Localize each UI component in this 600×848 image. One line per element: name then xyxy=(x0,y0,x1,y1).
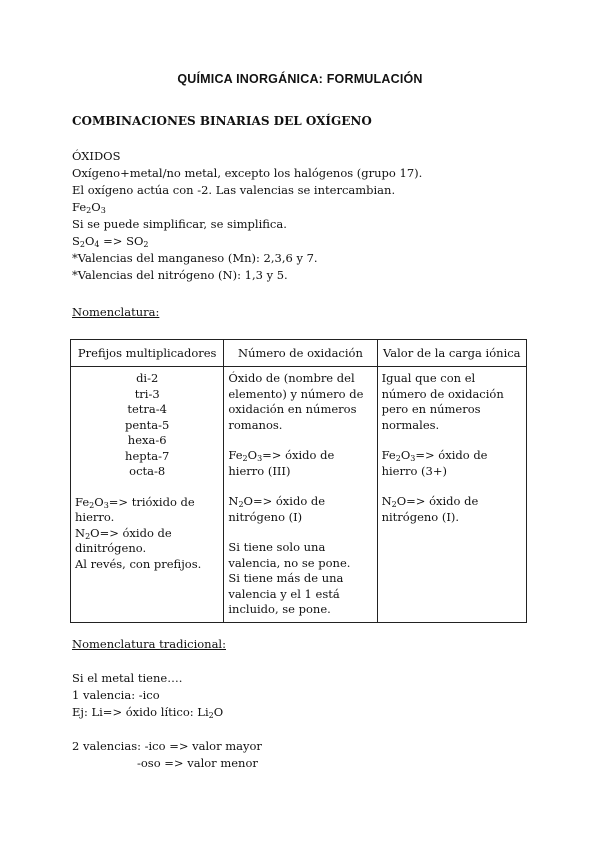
cell-prefixes xyxy=(71,367,224,623)
oxidation-intro: Óxido de (nombre del elemento) y número de oxidación en números romanos. xyxy=(228,371,364,432)
oxidation-example-1: $Fe_2O_3=>$ óxido de hierro (III) xyxy=(228,448,335,478)
traditional-line-2: 1 valencia: -ico xyxy=(72,688,160,702)
oxides-line-4: Si se puede simplificar, se simplifica. xyxy=(72,217,287,231)
charge-intro: Igual que con el número de oxidación pero en números normales. xyxy=(381,371,504,432)
cell-ionic-charge xyxy=(377,367,526,623)
prefix-item: tetra-4 xyxy=(127,402,167,416)
page-title: QUÍMICA INORGÁNICA: FORMULACIÓN xyxy=(177,72,423,86)
oxides-block xyxy=(72,148,422,284)
oxidation-note-2: Si tiene más de una valencia y el 1 está incluido, se pone. xyxy=(228,571,344,616)
prefix-example-2: $N_2O=>$ óxido de dinitrógeno. xyxy=(75,525,172,555)
prefix-item: tri-3 xyxy=(134,386,160,401)
table-body-row xyxy=(71,367,527,623)
traditional-line-4: 2 valencias: -ico => valor mayor xyxy=(72,739,262,753)
oxides-line-6: *Valencias del manganeso (Mn): 2,3,6 y 7. xyxy=(72,251,318,265)
traditional-line-1: Si el metal tiene…. xyxy=(72,671,183,685)
oxides-line-2: El oxígeno actúa con -2. Las valencias se intercambian. xyxy=(72,183,396,197)
prefix-example-1: $Fe_2O_3=>$ trióxido de hierro. xyxy=(75,494,195,524)
oxidation-note-1: Si tiene solo una valencia, no se pone. xyxy=(228,540,351,570)
oxidation-example-2: $N_2O=>$ óxido de nitrógeno (I) xyxy=(228,494,326,524)
traditional-line-3: Ej: Li=> óxido lítico: $Li_2O$ xyxy=(72,705,224,720)
oxides-line-1: Oxígeno+metal/no metal, excepto los halógenos (grupo 17). xyxy=(72,166,423,180)
charge-example-2: $N_2O=>$ óxido de nitrógeno (I). xyxy=(381,494,479,524)
formula-fe2o3: $Fe_2O_3$ xyxy=(72,200,106,215)
traditional-line-5: -oso => valor menor xyxy=(137,756,258,770)
oxides-heading: ÓXIDOS xyxy=(72,149,121,163)
prefix-item: di-2 xyxy=(136,371,159,385)
nomenclature-heading: Nomenclatura: xyxy=(72,305,160,319)
formula-s2o4: $S_2O_4 => SO_2$ xyxy=(72,234,149,249)
traditional-heading: Nomenclatura tradicional: xyxy=(72,637,226,651)
table-header-row xyxy=(71,340,527,367)
oxides-line-7: *Valencias del nitrógeno (N): 1,3 y 5. xyxy=(72,268,288,282)
header-ionic-charge: Valor de la carga iónica xyxy=(377,340,526,367)
charge-example-1: $Fe_2O_3=>$ óxido de hierro (3+) xyxy=(381,448,488,478)
prefix-note: Al revés, con prefijos. xyxy=(75,556,202,571)
header-oxidation-number: Número de oxidación xyxy=(224,340,377,367)
traditional-block xyxy=(72,670,262,772)
prefix-list xyxy=(75,371,219,480)
nomenclature-table xyxy=(70,339,527,623)
prefix-item: penta-5 xyxy=(125,417,170,432)
prefix-item: octa-8 xyxy=(129,464,166,478)
prefix-item: hepta-7 xyxy=(125,448,170,463)
header-prefixes: Prefijos multiplicadores xyxy=(71,340,224,367)
cell-oxidation-number xyxy=(224,367,377,623)
section-heading: COMBINACIONES BINARIAS DEL OXÍGENO xyxy=(72,114,372,128)
prefix-item: hexa-6 xyxy=(127,433,167,447)
